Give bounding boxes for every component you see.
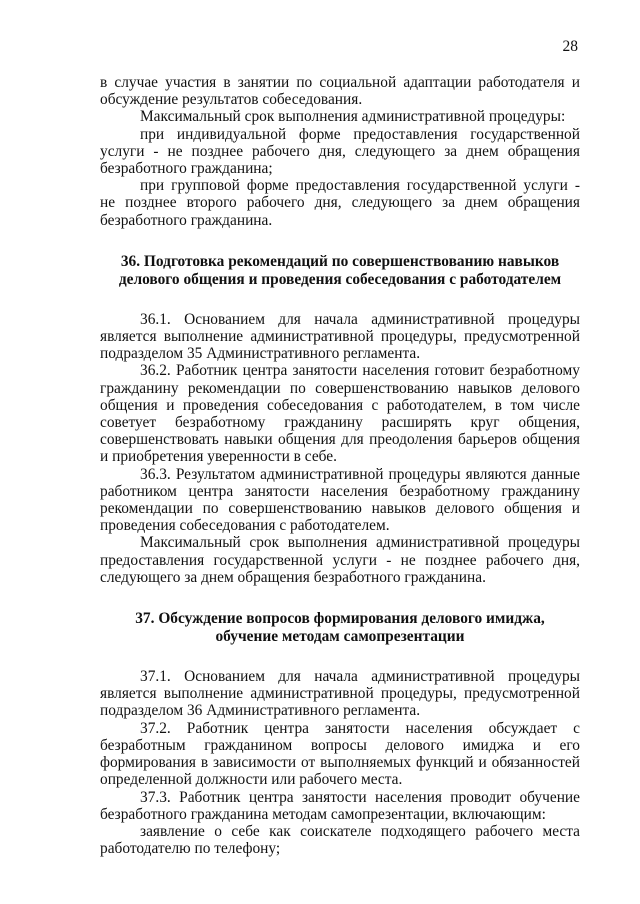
paragraph-37-1: 37.1. Основанием для начала административной процедуры является выполнение административной процедуры, предусмотренной подразделом 36 Административного регламента. [100, 668, 580, 720]
section-37-heading-line1: 37. Обсуждение вопросов формирования делового имиджа, [135, 610, 545, 628]
page-number: 28 [562, 38, 578, 55]
section-36-heading [100, 253, 580, 289]
paragraph-37-3: 37.3. Работник центра занятости населения проводит обучение безработного гражданина методам самопрезентации, включающим: [100, 788, 580, 823]
section-36-heading-line1: 36. Подготовка рекомендаций по совершенствованию навыков [120, 252, 560, 270]
paragraph-36-4: Максимальный срок выполнения административной процедуры предоставления государственной услуги - не позднее рабочего дня, следующего за днем обращения безработного гражданина. [100, 534, 580, 586]
paragraph-37-4: заявление о себе как соискателе подходящего рабочего места работодателю по телефону; [100, 822, 580, 858]
section-37-heading-line2: обучение методам самопрезентации [215, 628, 465, 646]
paragraph-intro-1: в случае участия в занятии по социальной адаптации работодателя и обсуждение результатов собеседования. [100, 74, 580, 109]
document-body [100, 74, 580, 857]
paragraph-36-3: 36.3. Результатом административной процедуры являются данные работником центра занятости населения безработному гражданину рекомендации по совершенствованию навыков делового общения и проведения собеседования с работодателем. [100, 465, 580, 535]
paragraph-intro-3: при индивидуальной форме предоставления государственной услуги - не позднее рабочего дня, следующего за днем обращения безработного гражданина; [100, 125, 580, 178]
paragraph-37-2: 37.2. Работник центра занятости населения обсуждает с безработным гражданином вопросы делового имиджа и его формирования в зависимости от выполняемых функций и обязанностей определенной должности или рабочего места. [100, 719, 580, 789]
paragraph-intro-2: Максимальный срок выполнения административной процедуры: [140, 108, 566, 126]
section-37-heading [100, 610, 580, 646]
paragraph-36-1: 36.1. Основанием для начала административной процедуры является выполнение административной процедуры, предусмотренной подразделом 35 Административного регламента. [100, 310, 580, 363]
paragraph-36-2: 36.2. Работник центра занятости населения готовит безработному гражданину рекомендации по совершенствованию навыков делового общения и проведения собеседования с работодателем, в том числе советует безработному гражданину расширять круг общения, совершенствовать навыки общения для преодоления барьеров общения и приобретения уверенности в себе. [100, 362, 580, 466]
section-36-heading-line2: делового общения и проведения собеседования с работодателем [118, 270, 562, 288]
paragraph-intro-4: при групповой форме предоставления государственной услуги - не позднее второго рабочего дня, следующего за днем обращения безработного гражданина. [100, 177, 580, 229]
